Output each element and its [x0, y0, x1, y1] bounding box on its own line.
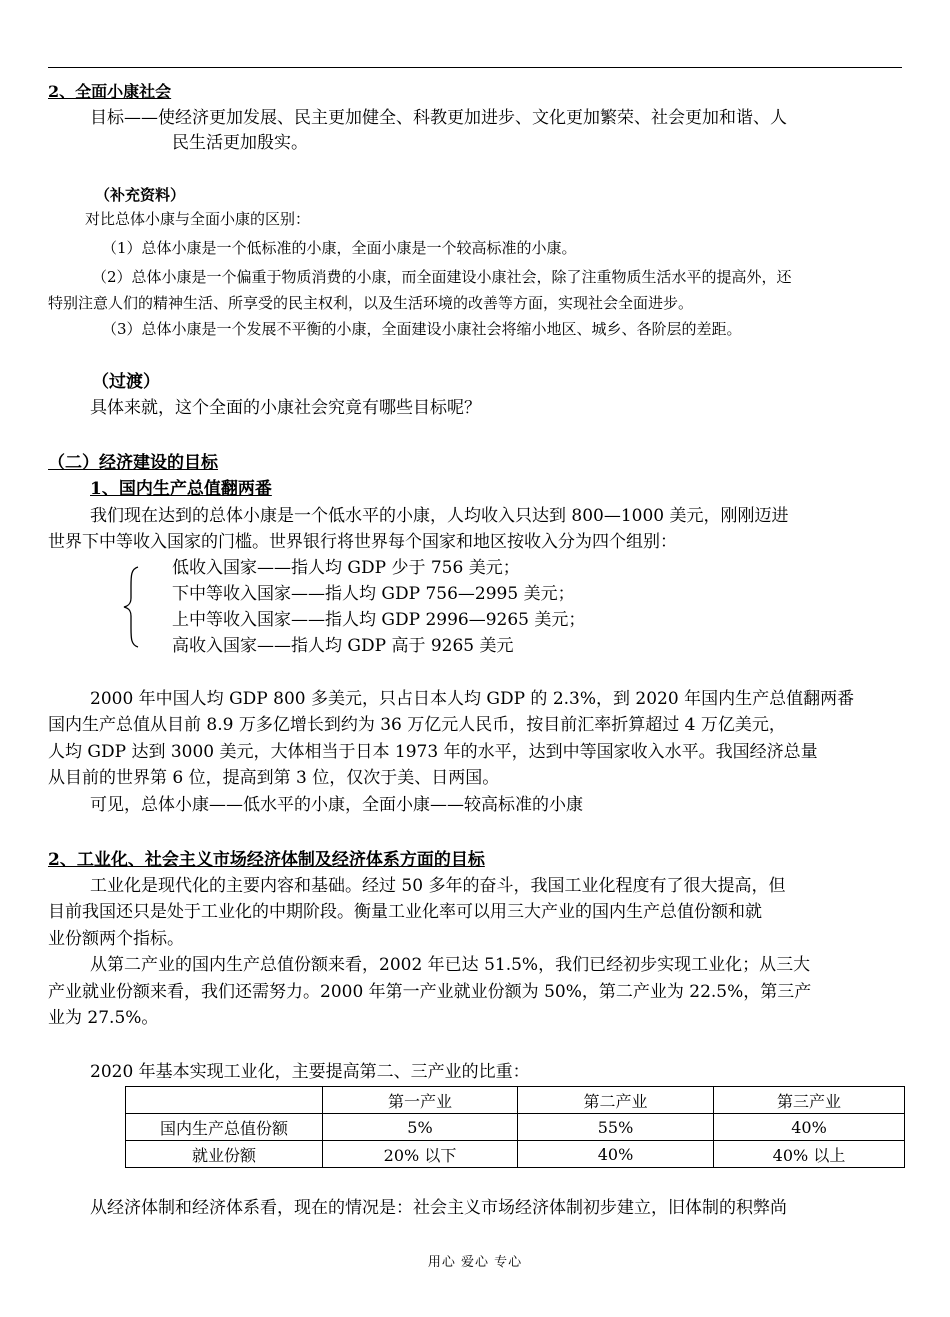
- header-rule: [48, 67, 902, 68]
- goal-line-1: 目标——使经济更加发展、民主更加健全、科教更加进步、文化更加繁荣、社会更加和谐、人: [90, 108, 787, 128]
- industry-share-line-1: 从第二产业的国内生产总值份额来看，2002 年已达 51.5%，我们已经初步实现工业化；从三大: [90, 955, 811, 975]
- section-heading-economic-goals: （二）经济建设的目标: [48, 453, 218, 473]
- income-group-upper-middle: 上中等收入国家——指人均 GDP 2996—9265 美元；: [172, 610, 586, 630]
- industrialization-line-1: 工业化是现代化的主要内容和基础。经过 50 多年的奋斗，我国工业化程度有了很大提高，但: [90, 876, 786, 896]
- left-brace-icon: [122, 566, 140, 648]
- xiaokang-comparison: 可见，总体小康——低水平的小康，全面小康——较高标准的小康: [90, 795, 583, 815]
- table-header-cell: 第二产业: [518, 1087, 714, 1114]
- income-group-high: 高收入国家——指人均 GDP 高于 9265 美元: [172, 636, 514, 656]
- table-cell: 40%: [714, 1114, 905, 1141]
- table-cell: 40%: [518, 1141, 714, 1168]
- gdp-paragraph-line-1: 我们现在达到的总体小康是一个低水平的小康，人均收入只达到 800—1000 美元，刚刚迈进: [90, 506, 789, 526]
- table-header-cell: 第三产业: [714, 1087, 905, 1114]
- section-heading-industrialization: 2、工业化、社会主义市场经济体制及经济体系方面的目标: [48, 850, 485, 870]
- subheading-gdp-quadruple: 1、国内生产总值翻两番: [90, 479, 272, 499]
- industry-share-line-3: 业为 27.5%。: [48, 1008, 159, 1028]
- supplement-intro: 对比总体小康与全面小康的区别：: [85, 210, 311, 228]
- table-header-row: [126, 1087, 905, 1114]
- gdp-2000-line-4: 从目前的世界第 6 位，提高到第 3 位，仅次于美、日两国。: [48, 768, 500, 788]
- economic-system-line: 从经济体制和经济体系看，现在的情况是：社会主义市场经济体制初步建立，旧体制的积弊尚: [90, 1198, 787, 1218]
- industry-share-table: [125, 1086, 905, 1168]
- industrialization-line-2: 目前我国还只是处于工业化的中期阶段。衡量工业化率可以用三大产业的国内生产总值份额和就: [48, 902, 762, 922]
- table-cell: 就业份额: [126, 1141, 323, 1168]
- gdp-2000-line-2: 国内生产总值从目前 8.9 万多亿增长到约为 36 万亿元人民币，按目前汇率折算超过 4 万亿美元，: [48, 715, 786, 735]
- table-header-cell: [126, 1087, 323, 1114]
- table-cell: 55%: [518, 1114, 714, 1141]
- supplement-label: （补充资料）: [95, 186, 186, 204]
- transition-text: 具体来就，这个全面的小康社会究竟有哪些目标呢？: [90, 398, 481, 418]
- supplement-point-2-line-2: 特别注意人们的精神生活、所享受的民主权利，以及生活环境的改善等方面，实现社会全面进步。: [48, 294, 694, 312]
- gdp-2000-line-1: 2000 年中国人均 GDP 800 多美元，只占日本人均 GDP 的 2.3%，到 2020 年国内生产总值翻两番: [90, 689, 855, 709]
- section-heading-comprehensive-xiaokang: 2、全面小康社会: [48, 82, 172, 101]
- table-caption: 2020 年基本实现工业化，主要提高第二、三产业的比重：: [90, 1062, 530, 1082]
- page-footer: 用心 爱心 专心: [427, 1255, 523, 1270]
- table-row: [126, 1114, 905, 1141]
- supplement-point-3: （3）总体小康是一个发展不平衡的小康，全面建设小康社会将缩小地区、城乡、各阶层的差距。: [102, 320, 742, 338]
- goal-line-2: 民生活更加殷实。: [172, 133, 308, 153]
- table-cell: 20% 以下: [323, 1141, 518, 1168]
- table-cell: 40% 以上: [714, 1141, 905, 1168]
- gdp-paragraph-line-2: 世界下中等收入国家的门槛。世界银行将世界每个国家和地区按收入分为四个组别：: [48, 532, 677, 552]
- table-row: [126, 1141, 905, 1168]
- supplement-point-1: （1）总体小康是一个低标准的小康，全面小康是一个较高标准的小康。: [102, 239, 577, 257]
- table-cell: 5%: [323, 1114, 518, 1141]
- income-group-lower-middle: 下中等收入国家——指人均 GDP 756—2995 美元；: [172, 584, 575, 604]
- transition-label: （过渡）: [92, 372, 160, 392]
- table-cell: 国内生产总值份额: [126, 1114, 323, 1141]
- table-header-cell: 第一产业: [323, 1087, 518, 1114]
- income-group-low: 低收入国家——指人均 GDP 少于 756 美元；: [172, 558, 520, 578]
- industry-share-line-2: 产业就业份额来看，我们还需努力。2000 年第一产业就业份额为 50%，第二产业为 22.5%，第三产: [48, 982, 812, 1002]
- supplement-point-2-line-1: （2）总体小康是一个偏重于物质消费的小康，而全面建设小康社会，除了注重物质生活水平的提高外，还: [92, 268, 792, 286]
- gdp-2000-line-3: 人均 GDP 达到 3000 美元，大体相当于日本 1973 年的水平，达到中等国家收入水平。我国经济总量: [48, 742, 818, 762]
- industrialization-line-3: 业份额两个指标。: [48, 929, 184, 949]
